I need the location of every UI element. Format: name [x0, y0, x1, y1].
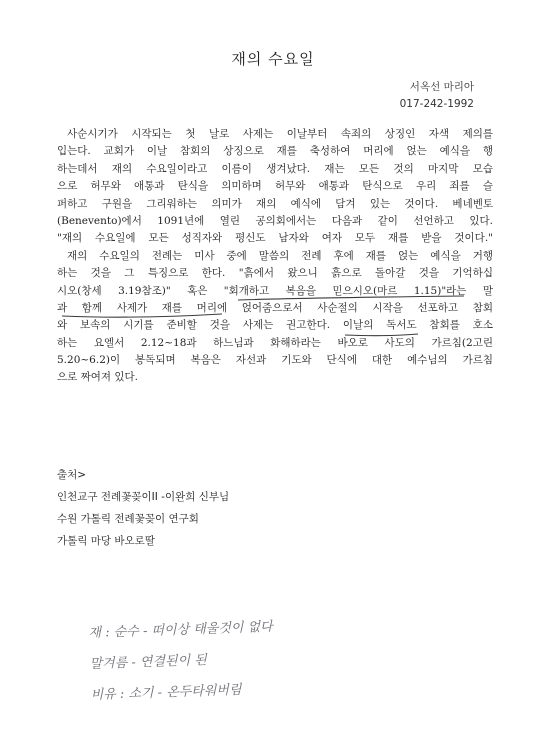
body-line: 사순시기가 시작되는 첫 날로 사제는 이날부터 속죄의 상징인 자색 제의를 [67, 128, 493, 140]
body-line: 과 함께 사제가 재를 머리에 얹어줌으로서 사순절의 시작을 선포하고 참회 [57, 301, 493, 314]
handwritten-note: 비유 : 소기 - 온두타워버림 [90, 682, 242, 703]
source-section [57, 464, 229, 552]
body-line: 으로 허무와 애통과 탄식을 의미하며 허무와 애통과 탄식으로 우리 죄를 슬 [57, 180, 493, 193]
source-item: 인천교구 전례꽃꽂이II -이완희 신부님 [57, 491, 230, 503]
source-item: 수원 가톨릭 전례꽃꽂이 연구회 [57, 513, 199, 525]
body-line: 재의 수요일의 전례는 미사 중에 말씀의 전례 후에 재를 얹는 예식을 거행 [67, 249, 493, 262]
body-line: 와 보속의 시기를 준비할 것을 사제는 권고한다. 이날의 독서도 참회를 호소 [57, 319, 493, 332]
body-line: 하는데서 재의 수요일이라고 이름이 생겨났다. 재는 모든 것의 마지막 모습 [57, 162, 493, 175]
handwritten-note: 재 : 순수 - 떠이상 태울것이 없다 [88, 619, 273, 641]
body-line: "재의 수요일에 모든 성직자와 평신도 남자와 여자 모두 재를 받을 것이다." [57, 232, 493, 245]
source-heading: 출처> [57, 469, 87, 481]
body-line: 으로 짜여져 있다. [57, 371, 139, 384]
document-title: 재의 수요일 [231, 50, 315, 68]
body-line: (Benevento)에서 1091년에 열린 공의회에서는 다음과 같이 선언하고 있다. [57, 214, 493, 227]
source-item: 가톨릭 마당 바오로딸 [57, 535, 155, 547]
body-line: 하는 요엘서 2.12~18과 하느님과 화해하라는 바오로 사도의 가르침(2고린 [57, 336, 493, 349]
body-line: 5.20~6.2)이 봉독되며 복음은 자선과 기도와 단식에 대한 예수님의 가르침 [57, 354, 493, 367]
body-line: 시오(창세 3.19참조)" 혹은 "회개하고 복음을 믿으시오(마르 1.15)"라는 말 [57, 284, 493, 297]
author-phone: 017-242-1992 [399, 98, 474, 110]
body-line: 하는 것을 그 특징으로 한다. "흙에서 왔으니 흙으로 돌아갈 것을 기억하십 [57, 267, 493, 280]
author-name: 서옥선 마리아 [409, 81, 474, 93]
body-line: 퍼하고 구원을 그리워하는 의미가 재의 예식에 담겨 있는 것이다. 베네벤토 [57, 197, 493, 210]
handwritten-notes [88, 612, 275, 711]
body-line: 입는다. 교회가 이날 참회의 상징으로 재를 축성하여 머리에 얹는 예식을 행 [57, 145, 493, 158]
handwritten-note: 말겨름 - 연결된이 된 [89, 652, 208, 672]
